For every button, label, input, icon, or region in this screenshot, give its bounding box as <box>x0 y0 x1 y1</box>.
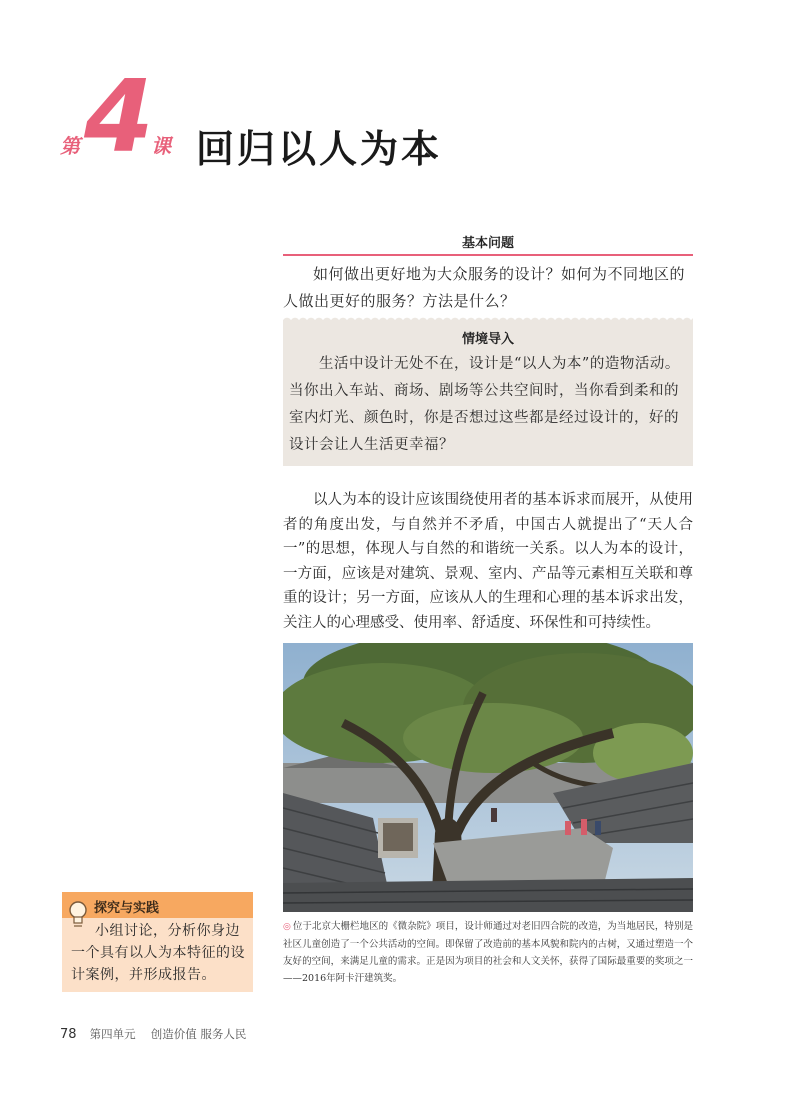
photo-caption <box>283 918 693 987</box>
situation-text: 生活中设计无处不在，设计是“以人为本”的造物活动。当你出入车站、商场、剧场等公共空间时，当你看到柔和的室内灯光、颜色时，你是否想过这些都是经过设计的，好的设计会让人生活更幸福？ <box>289 356 680 453</box>
body-paragraph: 以人为本的设计应该围绕使用者的基本诉求而展开，从使用者的角度出发，与自然并不矛盾，中国古人就提出了“天人合一”的思想，体现人与自然的和谐统一关系。以人为本的设计，一方面，应该是对建筑、景观、室内、产品等元素相互关联和尊重的设计；另一方面，应该从人的生理和心理的基本诉求出发，关注人的心理感受、使用率、舒适度、环保性和可持续性。 <box>283 492 693 631</box>
explore-text: 小组讨论，分析你身边一个具有以人为本特征的设计案例，并形成报告。 <box>71 923 245 983</box>
unit-label: 第四单元 <box>89 1027 136 1041</box>
basic-questions-text: 如何做出更好地为大众服务的设计？如何为不同地区的人做出更好的服务？方法是什么？ <box>283 265 686 310</box>
basic-questions-section <box>283 232 693 315</box>
page-footer <box>60 1023 246 1042</box>
situation-intro-box <box>283 320 693 466</box>
lesson-suffix: 课 <box>151 134 171 158</box>
lesson-title: 回归以人为本 <box>196 127 443 171</box>
caption-text: 位于北京大栅栏地区的《微杂院》项目，设计师通过对老旧四合院的改造，为当地居民，特别是社区儿童创造了一个公共活动的空间。即保留了改造前的基本风貌和院内的古树，又通过塑造一个友好的空间，来满足儿童的需求。正是因为项目的社会和人文关怀，获得了国际最重要的奖项之一——2016年阿卡汗建筑奖。 <box>283 921 693 984</box>
unit-title: 创造价值 服务人民 <box>150 1027 247 1041</box>
lesson-prefix: 第 <box>60 134 80 158</box>
situation-heading: 情境导入 <box>461 332 514 347</box>
basic-questions-heading: 基本问题 <box>283 232 693 256</box>
page-number: 78 <box>60 1027 77 1042</box>
explore-title: 探究与实践 <box>94 901 160 916</box>
courtyard-photo <box>283 643 693 912</box>
lesson-header <box>58 58 478 178</box>
lesson-number: 4 <box>84 58 154 175</box>
explore-practice-box <box>62 892 253 992</box>
caption-bullet-icon: ◎ <box>283 922 291 932</box>
